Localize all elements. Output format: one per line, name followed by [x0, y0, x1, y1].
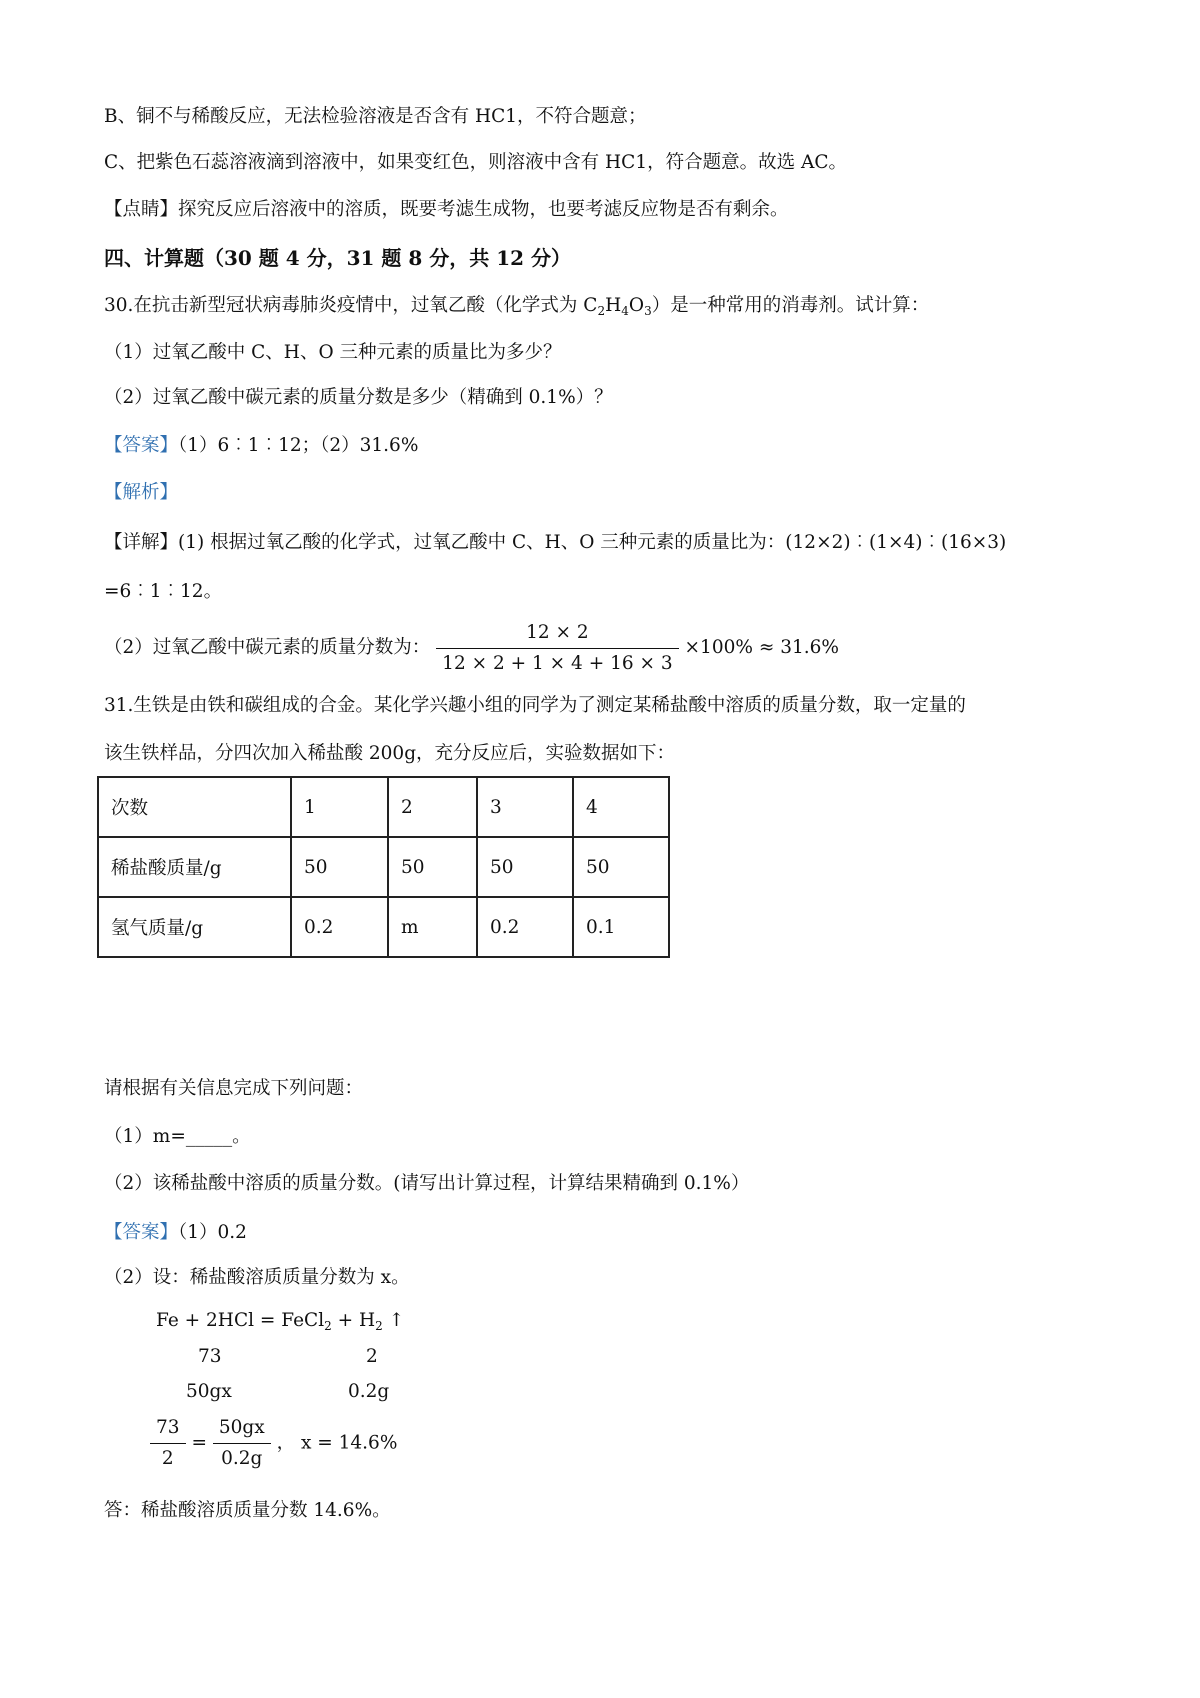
table-cell: 50 [388, 837, 477, 897]
ratio-2-denominator: 0.2g [221, 1448, 263, 1469]
proportion-equation: $\frac{73}{2}$ = $\frac{50gx}{0.2g}$ ， x = 14.6% [150, 1416, 397, 1471]
table-row [98, 837, 669, 897]
table-cell: 3 [477, 777, 573, 837]
detail-line-2: =6︰1︰12。 [104, 581, 223, 602]
table-cell: 0.1 [573, 897, 669, 957]
table-cell: 1 [291, 777, 388, 837]
table-cell: 2 [388, 777, 477, 837]
table-cell: 4 [573, 777, 669, 837]
table-cell: m [388, 897, 477, 957]
fraction-numerator: 12 × 2 [436, 621, 678, 649]
q30-text-b: ）是一种常用的消毒剂。试计算： [651, 295, 930, 316]
answer-31-setup: （2）设：稀盐酸溶质质量分数为 x。 [104, 1267, 410, 1288]
detail-line-1: 【详解】(1) 根据过氧乙酸的化学式，过氧乙酸中 C、H、O 三种元素的质量比为：(12×2)︰(1×4)︰(16×3) [104, 532, 1007, 553]
ratio-fraction-1 [150, 1416, 186, 1471]
question-31-line2: 该生铁样品，分四次加入稀盐酸 200g，充分反应后，实验数据如下： [104, 743, 676, 764]
question-31-line1: 31.生铁是由铁和碳组成的合金。某化学兴趣小组的同学为了测定某稀盐酸中溶质的质量分数，取一定量的 [104, 695, 966, 716]
table-cell: 稀盐酸质量/g [98, 837, 291, 897]
equation-left: Fe + 2HCl = FeCl [156, 1310, 325, 1331]
q30-text-a: 30.在抗击新型冠状病毒肺炎疫情中，过氧乙酸（化学式为 C [104, 295, 598, 316]
relative-mass-h2: 2 [366, 1346, 378, 1367]
actual-mass-hcl: 50gx [186, 1381, 232, 1402]
dianjing-text: 【点睛】探究反应后溶液中的溶质，既要考滤生成物，也要考滤反应物是否有剩余。 [104, 199, 789, 220]
question-30: 30.在抗击新型冠状病毒肺炎疫情中，过氧乙酸（化学式为 $C_2H_4O_3$）是一种常用的消毒剂。试计算： [104, 295, 930, 318]
answer-31-text: （1）0.2 [178, 1222, 247, 1243]
table-cell: 50 [291, 837, 388, 897]
equation-mid: + H [331, 1310, 376, 1331]
relative-mass-hcl: 73 [198, 1346, 222, 1367]
table-cell: 0.2 [477, 897, 573, 957]
mass-fraction-formula [436, 621, 678, 676]
ratio-2-numerator: 50gx [213, 1416, 271, 1444]
table-cell: 次数 [98, 777, 291, 837]
experiment-data-table [97, 776, 670, 958]
table-cell: 氢气质量/g [98, 897, 291, 957]
detail-3-prefix: （2）过氧乙酸中碳元素的质量分数为： [104, 637, 431, 658]
answer-31 [104, 1220, 247, 1246]
question-30-part1: （1）过氧乙酸中 C、H、O 三种元素的质量比为多少？ [104, 342, 562, 363]
answer-label: 【答案】 [104, 1222, 179, 1243]
answer-30-text: （1）6︰1︰12；（2）31.6% [178, 435, 419, 456]
chemical-equation: Fe + 2HCl = FeCl$_2$ + $H_2$ ↑ [156, 1310, 405, 1333]
actual-mass-h2: 0.2g [348, 1381, 390, 1402]
solve-result: ， x = 14.6% [276, 1432, 398, 1454]
ratio-fraction-2 [213, 1416, 271, 1471]
fraction-result: ×100% ≈ 31.6% [684, 637, 839, 658]
detail-line-3 [104, 618, 839, 678]
instruction-text: 请根据有关信息完成下列问题： [104, 1078, 364, 1099]
option-c-text: C、把紫色石蕊溶液滴到溶液中，如果变红色，则溶液中含有 HC1，符合题意。故选 AC。 [104, 152, 847, 173]
table-cell: 50 [573, 837, 669, 897]
section-heading: 四、计算题（30 题 4 分，31 题 8 分，共 12 分） [104, 246, 572, 270]
ratio-1-denominator: 2 [161, 1448, 174, 1469]
final-answer: 答：稀盐酸溶质质量分数 14.6%。 [104, 1500, 391, 1521]
ratio-1-numerator: 73 [150, 1416, 186, 1444]
question-31-part2: （2）该稀盐酸中溶质的质量分数。(请写出计算过程，计算结果精确到 0.1%） [104, 1173, 750, 1194]
answer-label: 【答案】 [104, 435, 179, 456]
answer-30 [104, 433, 418, 459]
table-row [98, 777, 669, 837]
question-30-part2: （2）过氧乙酸中碳元素的质量分数是多少（精确到 0.1%）？ [104, 387, 613, 408]
table-cell: 50 [477, 837, 573, 897]
gas-arrow: ↑ [382, 1310, 405, 1331]
table-row [98, 897, 669, 957]
option-b-text: B、铜不与稀酸反应，无法检验溶液是否含有 HC1，不符合题意； [104, 106, 647, 127]
question-31-part1: （1）m=_____。 [104, 1126, 251, 1147]
jiexi-label: 【解析】 [104, 482, 179, 503]
table-cell: 0.2 [291, 897, 388, 957]
fraction-denominator: 12 × 2 + 1 × 4 + 16 × 3 [442, 652, 673, 674]
